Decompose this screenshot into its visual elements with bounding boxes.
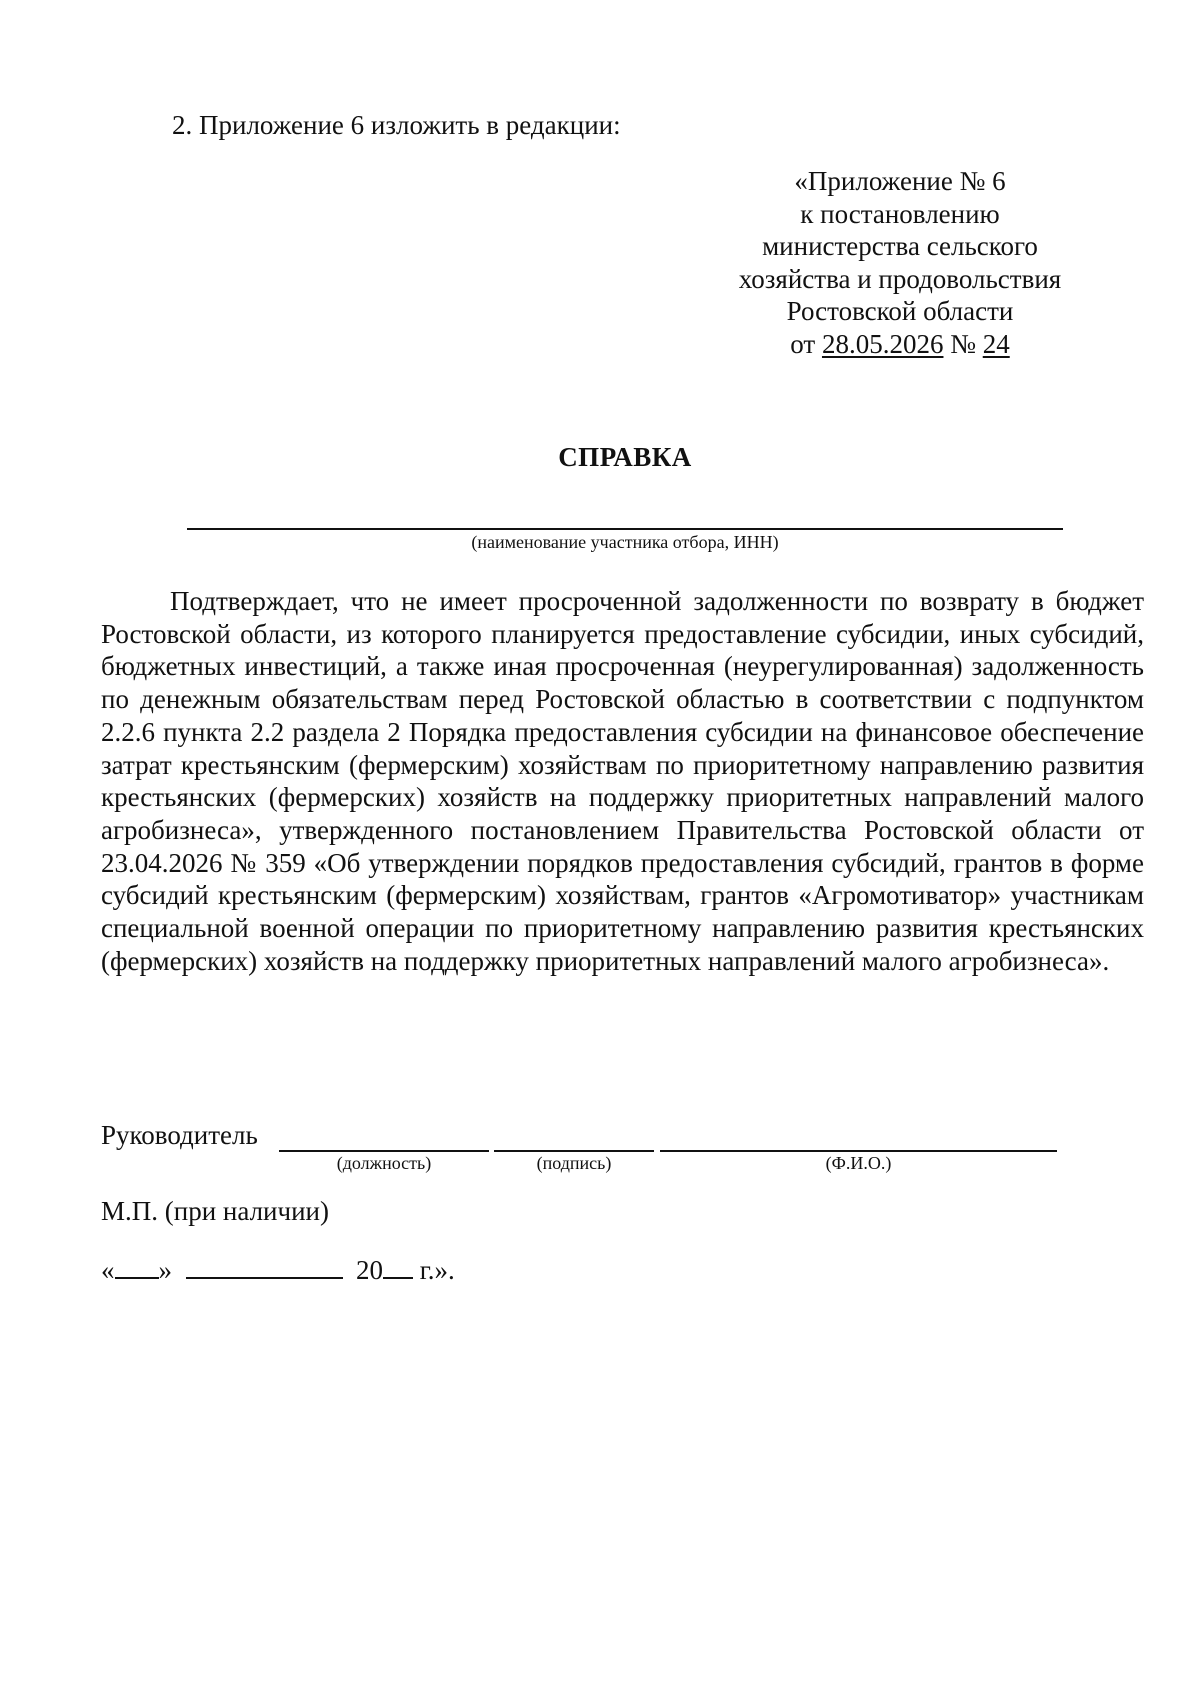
decree-number: 24 [982, 328, 1010, 359]
year-suffix: г.». [413, 1255, 455, 1285]
appendix-line: к постановлению [800, 198, 1000, 229]
intro-paragraph: 2. Приложение 6 изложить в редакции: [172, 110, 621, 140]
date-prefix: от [790, 328, 822, 359]
year-prefix: 20 [356, 1255, 383, 1285]
appendix-line: Ростовской области [786, 296, 1014, 326]
stamp-place: М.П. (при наличии) [101, 1196, 329, 1226]
position-caption: (должность) [336, 1153, 432, 1173]
signature-caption: (подпись) [536, 1153, 612, 1173]
month-blank [186, 1255, 343, 1279]
signature-label: Руководитель [101, 1120, 258, 1150]
document-title: СПРАВКА [558, 442, 692, 472]
participant-caption: (наименование участника отбора, ИНН) [471, 532, 779, 552]
decree-date: 28.05.2026 [821, 328, 944, 359]
day-blank [115, 1255, 159, 1279]
appendix-line: хозяйства и продовольствия [738, 263, 1062, 294]
signature-blank [494, 1150, 654, 1152]
appendix-date-line [700, 328, 1100, 361]
open-quote: « [101, 1255, 115, 1285]
appendix-header [700, 165, 1100, 360]
year-blank [383, 1255, 413, 1279]
number-prefix: № [943, 328, 983, 359]
participant-name-blank [187, 528, 1063, 530]
full-name-caption: (Ф.И.О.) [825, 1153, 892, 1173]
position-blank [279, 1150, 489, 1152]
date-line [101, 1255, 455, 1286]
body-paragraph: Подтверждает, что не имеет просроченной задолженности по возврату в бюджет Ростовской области, из которого планируется предоставление субсидии, иных субсидий, бюджетных инвестиций, а также иная просроченная (неурегулированная) задолженность по денежным обязательствам перед Ростовской областью в соответствии с подпунктом 2.2.6 пункта 2.2 раздела 2 Порядка предоставления субсидии на финансовое обеспечение затрат крестьянским (фермерским) хозяйствам по приоритетному направлению развития крестьянских (фермерских) хозяйств на поддержку приоритетных направлений малого агробизнеса», утвержденного постановлением Правительства Ростовской области от 23.04.2026 № 359 «Об утверждении порядков предоставления субсидий, грантов в форме субсидий крестьянским (фермерским) хозяйствам, грантов «Агромотиватор» участникам специальной военной операции по приоритетному направлению развития крестьянских (фермерских) хозяйств на поддержку приоритетных направлений малого агробизнеса». [101, 586, 1144, 976]
appendix-line: министерства сельского [762, 231, 1038, 261]
full-name-blank [660, 1150, 1057, 1152]
appendix-line: «Приложение № 6 [794, 166, 1006, 196]
close-quote: » [158, 1255, 172, 1285]
